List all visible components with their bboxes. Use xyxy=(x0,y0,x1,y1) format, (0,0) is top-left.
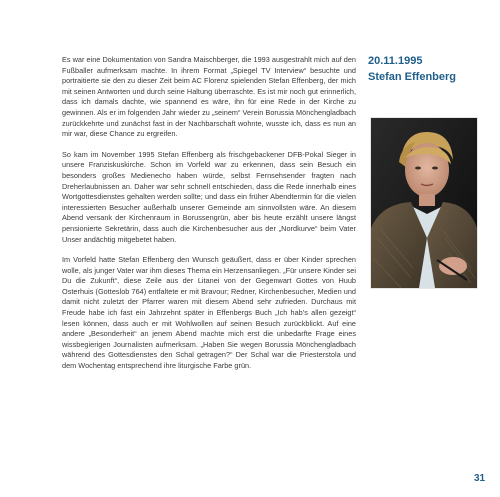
sidebar xyxy=(368,55,478,84)
event-date: 20.11.1995 xyxy=(368,55,423,67)
page-number: 31 xyxy=(474,473,486,484)
portrait-illustration xyxy=(371,118,477,288)
speaker-photo xyxy=(370,117,478,289)
article-body xyxy=(62,55,356,382)
speaker-name: Stefan Effenberg xyxy=(368,71,457,83)
article-paragraph-3: Im Vorfeld hatte Stefan Effenberg den Wunsch geäußert, dass er über Kinder sprechen wolle, als junger Vater war ihm dieses Thema ein Herzensanliegen. „Für unsere Kinder sei Du die Zukunft“, diese Zeile aus der Litanei von der Gegenwart Gottes von Huub Osterhuis (Gotteslob 764) entfaltete er mit Bravour; Redner, Kirchenbesucher, Medien und damit nicht zuletzt der Pfarrer waren mit diesem Abend sehr zufrieden. Durchaus mit Freude habe ich fast ein Jahrzehnt später in Effenbergs Buch „Ich hab’s allen gezeigt“ lesen können, dass auch er mit Wohlwollen auf seinen Besuch zurückblickt. Auf eine andere „Besonderheit“ an jenem Abend machte mich erst die unbedarfte Frage eines wissbegierigen Journalisten aufmerksam. „Haben Sie wegen Borussia Mönchengladbach während des Gottesdienstes den Schal getragen?“ Der Schal war die Priesterstola und dem Wochentag entsprechend ihre liturgische Farbe grün. xyxy=(62,255,356,371)
article-paragraph-1: Es war eine Dokumentation von Sandra Maischberger, die 1993 ausgestrahlt mich auf den Fußballer aufmerksam machte. In ihrem Format „Spiegel TV Interview“ besuchte und portraitierte sie den zu dieser Zeit beim AC Florenz spielenden Stefan Effenberg, der mich mit seinen Antworten und durch seine Haltung überraschte. Es ist mir noch gut erinnerlich, dass ich damals dachte, wie spannend es wäre, ihn für eine Rede in der Kirche zu gewinnen. Als er im folgenden Jahr wieder zu „seinem“ Verein Borussia Mönchengladbach zurückkehrte und zunächst fast in der Nachbarschaft wohnte, wusste ich, dass es nun an mir war, diese Chance zu ergreifen. xyxy=(62,55,356,139)
article-paragraph-2: So kam im November 1995 Stefan Effenberg als frischgebackener DFB-Pokal Sieger in unsere Franziskuskirche. Schon im Vorfeld war zu erkennen, dass sein Besuch ein besonders großes Medienecho haben würde, selbst Fernsehsender fragten nach Dreherlaubnissen an. Daher war sehr schnell entschieden, dass die Rede innerhalb eines Wortgottesdienstes gehalten werden sollte; und dass ein früher Abendtermin für die vielen interessierten Besucher außerhalb unserer Gemeinde am sinnvollsten wäre. An diesem Abend versank der Kirchenraum in Borussengrün, aber bis heute erzählt unsere längst pensionierte Sekretärin, dass auch die Kirchenbesucher aus der „Nordkurve“ beim Vater Unser andächtig mitgebetet haben. xyxy=(62,149,356,244)
